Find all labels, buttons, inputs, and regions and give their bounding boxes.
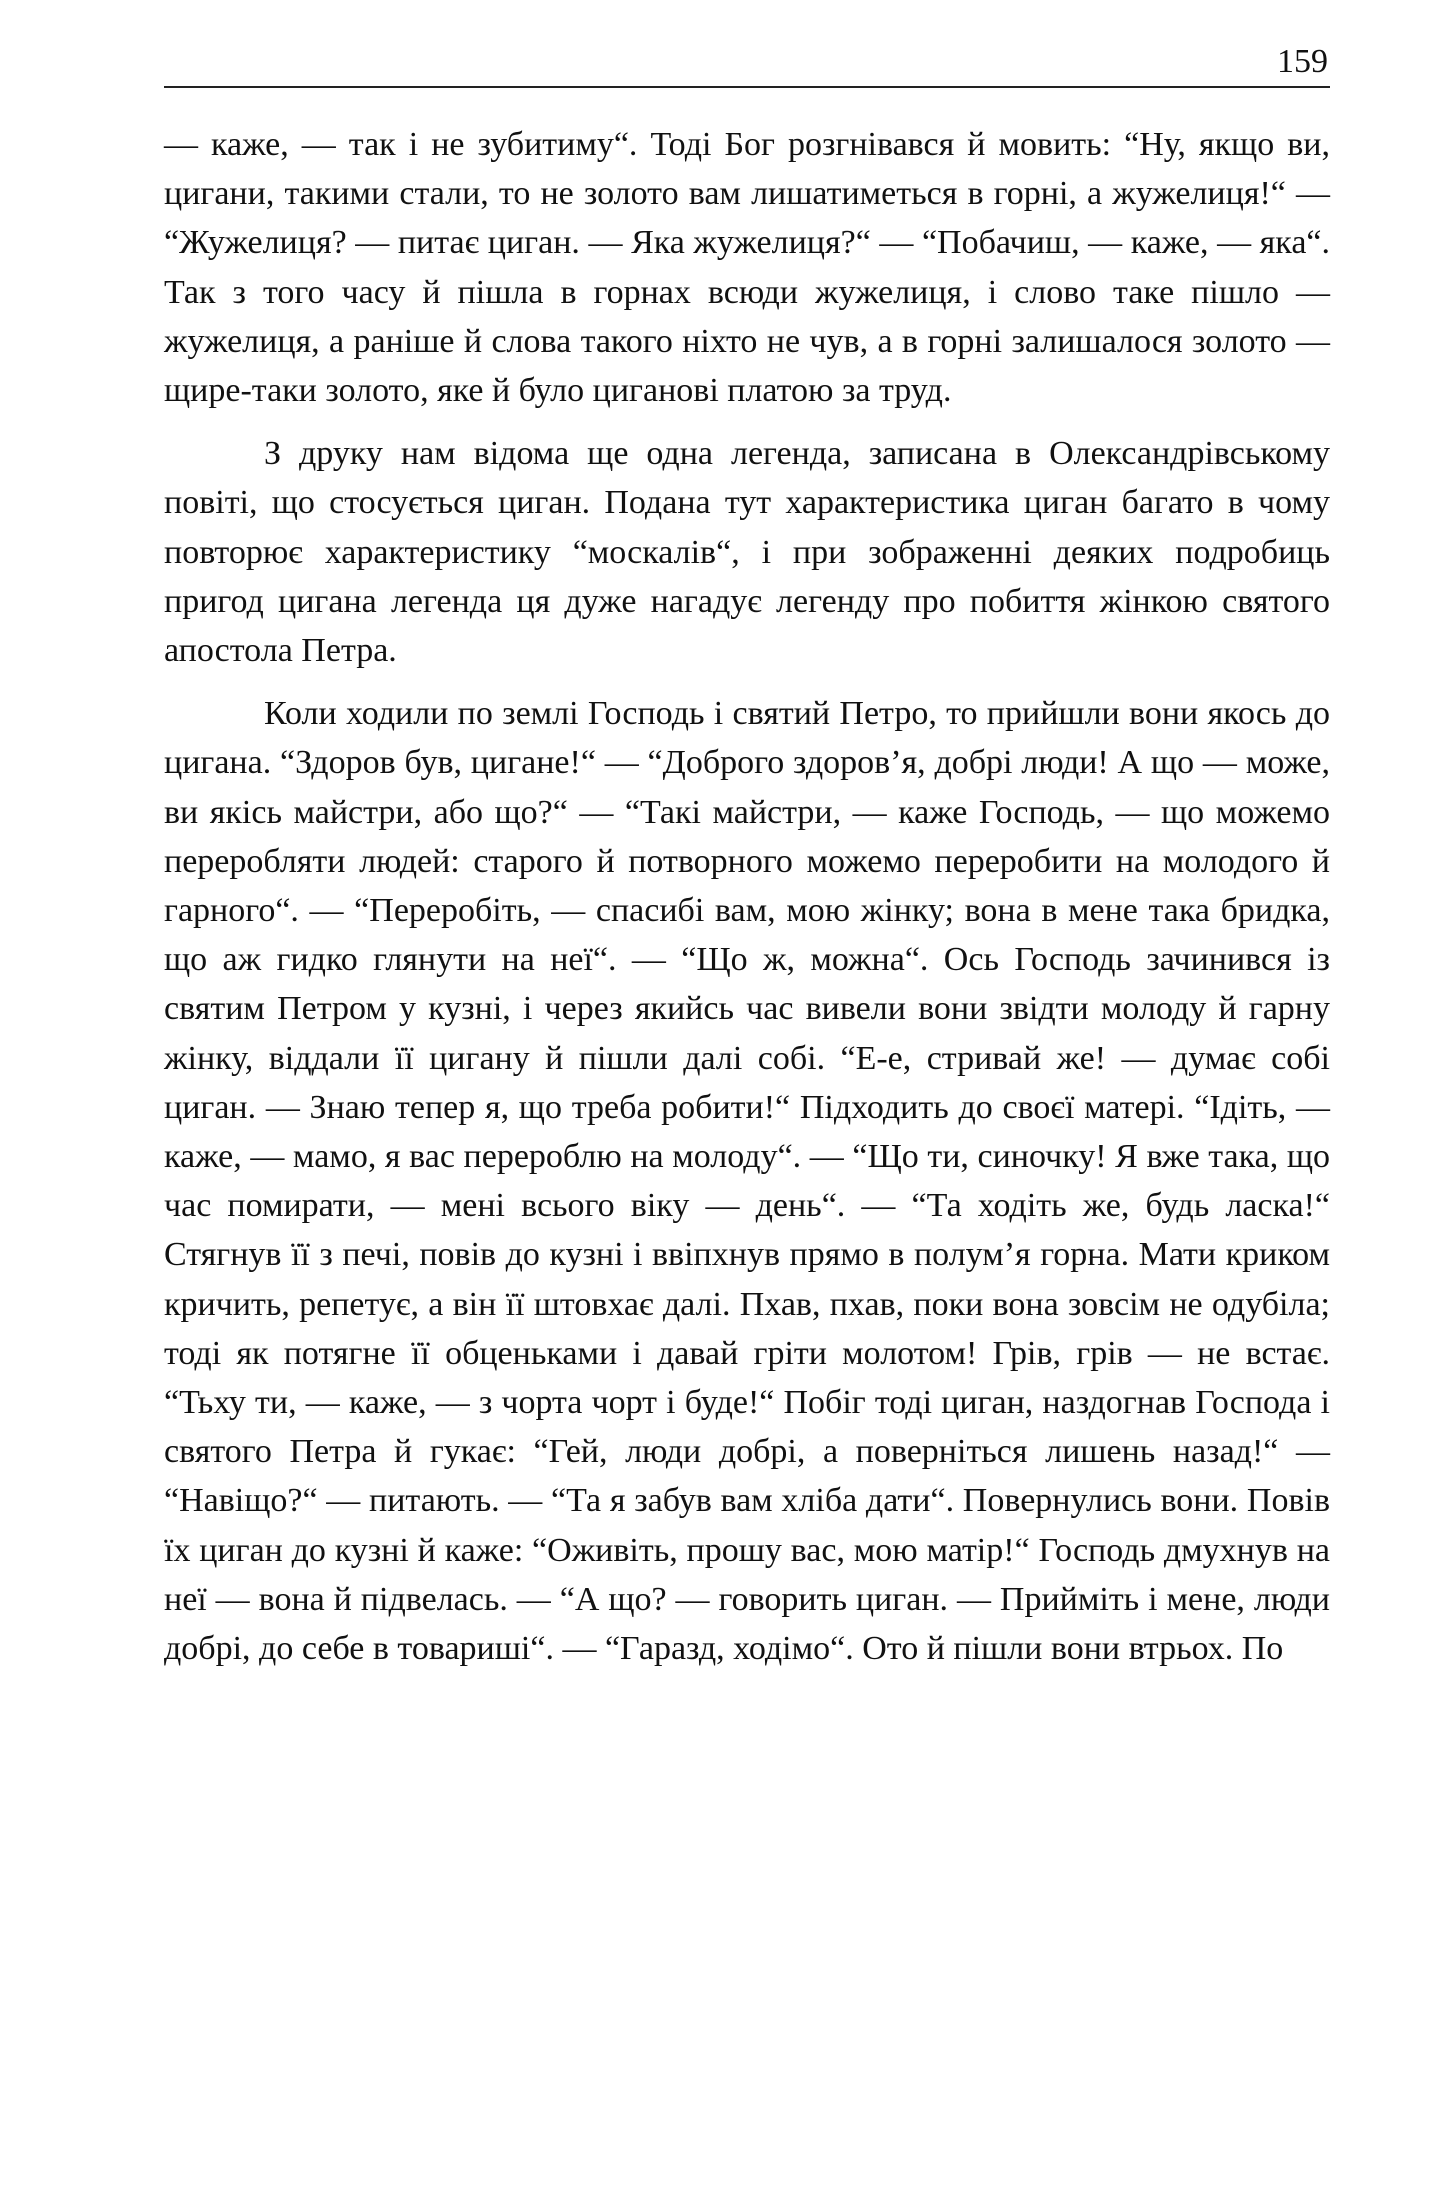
header-rule <box>164 86 1330 88</box>
page-number: 159 <box>1277 43 1328 80</box>
paragraph-continuation: — каже, — так і не зубитиму“. Тоді Бог розгнівався й мовить: “Ну, якщо ви, цигани, такими стали, то не золото вам лишатиметься в горні, а жужелиця!“ — “Жужелиця? — питає циган. — Яка жужелиця?“ — “Побачиш, — каже, — яка“. Так з того часу й пішла в горнах всюди жужелиця, і слово таке пішло — жужелиця, а раніше й слова такого ніхто не чув, а в горні залишалося золото — щире-таки золото, яке й було циганові платою за труд. <box>164 126 1330 410</box>
paragraph-legend-text: Коли ходили по землі Господь і святий Петро, то прийшли вони якось до цигана. “Здоров був, цигане!“ — “Доброго здоров’я, добрі люди! А що — може, ви якісь майстри, або що?“ — “Такі майстри, — каже Господь, — що можемо переробляти людей: старого й потворного можемо переробити на молодого й гарного“. — “Переробіть, — спасибі вам, мою жінку; вона в мене така бридка, що аж гидко глянути на неї“. — “Що ж, можна“. Ось Господь зачинився із святим Петром у кузні, і через якийсь час вивели вони звідти молоду й гарну жінку, віддали її цигану й пішли далі собі. “Е-е, стривай же! — думає собі циган. — Знаю тепер я, що треба робити!“ Підходить до своєї матері. “Ідіть, — каже, — мамо, я вас перероблю на молоду“. — “Що ти, синочку! Я вже така, що час помирати, — мені всього віку — день“. — “Та ходіть же, будь ласка!“ Стягнув її з печі, повів до кузні і ввіпхнув прямо в полум’я горна. Мати криком кричить, репетує, а він її штовхає далі. Пхав, пхав, поки вона зовсім не одубіла; тоді як потягне її обценьками і давай гріти молотом! Грів, грів — не встає. “Тьху ти, — каже, — з чорта чорт і буде!“ Побіг тоді циган, наздогнав Господа і святого Петра й гукає: “Гей, люди добрі, а поверніться лишень назад!“ — “Навіщо?“ — питають. — “Та я забув вам хліба дати“. Повернулись вони. Повів їх циган до кузні й каже: “Оживіть, прошу вас, мою матір!“ Господь дмухнув на неї — вона й підвелась. — “А що? — говорить циган. — Прийміть і мене, люди добрі, до себе в товариші“. — “Гаразд, ходімо“. Ото й пішли вони втрьох. По <box>164 695 1330 1668</box>
paragraph-legend-intro: З друку нам відома ще одна легенда, записана в Олександрівському повіті, що стосується циган. Подана тут характеристика циган багато в чому повторює характеристику “москалів“, і при зображенні деяких подробиць пригод цигана легенда ця дуже нагадує легенду про побиття жінкою святого апостола Петра. <box>164 435 1330 670</box>
body-text <box>164 120 1330 1673</box>
